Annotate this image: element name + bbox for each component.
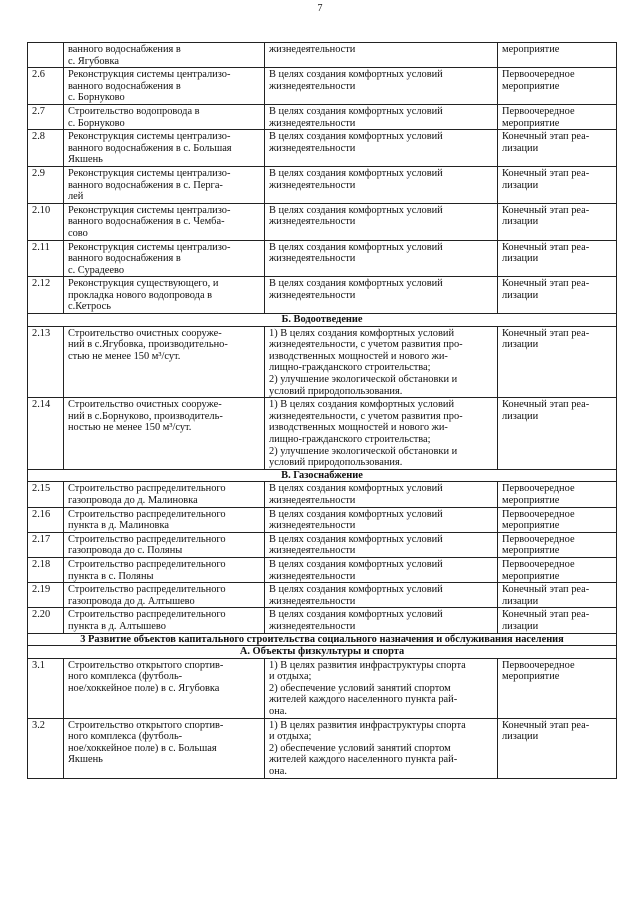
table-row — [28, 104, 617, 129]
measure-purpose: В целях создания комфортных условий жизнедеятельности — [265, 532, 498, 557]
table-row — [28, 130, 617, 167]
table-row — [28, 608, 617, 633]
measure-purpose: В целях создания комфортных условий жизнедеятельности — [265, 583, 498, 608]
implementation-stage: Конечный этап реа- лизации — [498, 583, 617, 608]
measure-purpose: В целях создания комфортных условий жизнедеятельности — [265, 507, 498, 532]
table-row — [28, 398, 617, 470]
table-row — [28, 43, 617, 68]
measure-purpose: В целях создания комфортных условий жизнедеятельности — [265, 557, 498, 582]
measure-purpose: В целях создания комфортных условий жизнедеятельности — [265, 240, 498, 277]
implementation-stage: мероприятие — [498, 43, 617, 68]
implementation-stage: Конечный этап реа- лизации — [498, 608, 617, 633]
item-number: 2.18 — [28, 557, 64, 582]
measure-purpose: В целях создания комфортных условий жизнедеятельности — [265, 166, 498, 203]
measure-purpose: жизнедеятельности — [265, 43, 498, 68]
implementation-stage: Первоочередное мероприятие — [498, 507, 617, 532]
table-row — [28, 557, 617, 582]
table-row — [28, 532, 617, 557]
measure-name: Строительство распределительного пункта в д. Малиновка — [64, 507, 265, 532]
measure-purpose: В целях создания комфортных условий жизнедеятельности — [265, 130, 498, 167]
implementation-stage: Первоочередное мероприятие — [498, 68, 617, 105]
measure-purpose: В целях создания комфортных условий жизнедеятельности — [265, 68, 498, 105]
table-row — [28, 166, 617, 203]
item-number: 2.17 — [28, 532, 64, 557]
page-number: 7 — [317, 3, 323, 14]
measure-name: ванного водоснабжения в с. Ягубовка — [64, 43, 265, 68]
section-header-row — [28, 633, 617, 646]
section-title: В. Газоснабжение — [28, 469, 617, 482]
measure-name: Строительство водопровода в с. Борнуково — [64, 104, 265, 129]
measure-name: Строительство распределительного газопровода до д. Алтышево — [64, 583, 265, 608]
item-number: 2.15 — [28, 482, 64, 507]
item-number: 2.19 — [28, 583, 64, 608]
item-number: 2.7 — [28, 104, 64, 129]
table-row — [28, 482, 617, 507]
implementation-stage: Конечный этап реа- лизации — [498, 398, 617, 470]
implementation-stage: Первоочередное мероприятие — [498, 532, 617, 557]
table-row — [28, 277, 617, 314]
measure-name: Реконструкция системы централизо- ванного водоснабжения в с. Большая Якшень — [64, 130, 265, 167]
implementation-stage: Конечный этап реа- лизации — [498, 277, 617, 314]
section-header-row — [28, 469, 617, 482]
table-row — [28, 658, 617, 718]
measure-name: Строительство очистных сооруже- ний в с.Ягубовка, производительно- стью не менее 150 м³/сут. — [64, 326, 265, 398]
measure-purpose: В целях создания комфортных условий жизнедеятельности — [265, 482, 498, 507]
measure-purpose: 1) В целях развития инфраструктуры спорта и отдыха; 2) обеспечение условий занятий спортом жителей каждого населенного пункта рай- она. — [265, 718, 498, 778]
measure-name: Реконструкция существующего, и прокладка нового водопровода в с.Кетрось — [64, 277, 265, 314]
implementation-stage: Конечный этап реа- лизации — [498, 240, 617, 277]
implementation-stage: Конечный этап реа- лизации — [498, 130, 617, 167]
measure-name: Строительство открытого спортив- ного комплекса (футболь- ное/хоккейное поле) в с. Ягубовка — [64, 658, 265, 718]
measure-name: Строительство распределительного пункта в д. Алтышево — [64, 608, 265, 633]
table-row — [28, 583, 617, 608]
table-row — [28, 240, 617, 277]
measure-name: Строительство открытого спортив- ного комплекса (футболь- ное/хоккейное поле) в с. Большая Якшень — [64, 718, 265, 778]
measure-name: Строительство распределительного пункта в с. Поляны — [64, 557, 265, 582]
table-row — [28, 203, 617, 240]
measure-name: Строительство очистных сооруже- ний в с.Борнуково, производитель- ностью не менее 150 м³/сут. — [64, 398, 265, 470]
table-row — [28, 326, 617, 398]
table-row — [28, 718, 617, 778]
measure-purpose: В целях создания комфортных условий жизнедеятельности — [265, 277, 498, 314]
measure-purpose: В целях создания комфортных условий жизнедеятельности — [265, 203, 498, 240]
measure-name: Строительство распределительного газопровода до д. Малиновка — [64, 482, 265, 507]
section-header-row — [28, 646, 617, 659]
implementation-stage: Конечный этап реа- лизации — [498, 326, 617, 398]
section-title: Б. Водоотведение — [28, 314, 617, 327]
implementation-stage: Первоочередное мероприятие — [498, 658, 617, 718]
item-number — [28, 43, 64, 68]
measure-name: Реконструкция системы централизо- ванного водоснабжения в с. Перга- лей — [64, 166, 265, 203]
item-number: 2.14 — [28, 398, 64, 470]
item-number: 2.9 — [28, 166, 64, 203]
measure-purpose: В целях создания комфортных условий жизнедеятельности — [265, 608, 498, 633]
measure-purpose: 1) В целях создания комфортных условий жизнедеятельности, с учетом развития про- изводственных мощностей и нового жи- лищно-гражданского строительства; 2) улучшение экологической обстановки и условий природопользования. — [265, 326, 498, 398]
item-number: 2.11 — [28, 240, 64, 277]
section-header-row — [28, 314, 617, 327]
table-row — [28, 507, 617, 532]
measure-name: Реконструкция системы централизо- ванного водоснабжения в с. Борнуково — [64, 68, 265, 105]
item-number: 2.10 — [28, 203, 64, 240]
measure-name: Реконструкция системы централизо- ванного водоснабжения в с. Сурадеево — [64, 240, 265, 277]
implementation-stage: Конечный этап реа- лизации — [498, 718, 617, 778]
item-number: 3.2 — [28, 718, 64, 778]
section-title: А. Объекты физкультуры и спорта — [28, 646, 617, 659]
implementation-stage: Первоочередное мероприятие — [498, 482, 617, 507]
item-number: 2.12 — [28, 277, 64, 314]
measure-purpose: 1) В целях создания комфортных условий жизнедеятельности, с учетом развития про- изводственных мощностей и нового жи- лищно-гражданского строительства; 2) улучшение экологической обстановки и условий природопользования. — [265, 398, 498, 470]
measure-name: Строительство распределительного газопровода до с. Поляны — [64, 532, 265, 557]
item-number: 3.1 — [28, 658, 64, 718]
item-number: 2.13 — [28, 326, 64, 398]
implementation-stage: Конечный этап реа- лизации — [498, 166, 617, 203]
implementation-stage: Первоочередное мероприятие — [498, 557, 617, 582]
measure-purpose: В целях создания комфортных условий жизнедеятельности — [265, 104, 498, 129]
measures-table — [27, 42, 617, 779]
item-number: 2.20 — [28, 608, 64, 633]
item-number: 2.16 — [28, 507, 64, 532]
item-number: 2.8 — [28, 130, 64, 167]
measure-name: Реконструкция системы централизо- ванного водоснабжения в с. Чемба- сово — [64, 203, 265, 240]
implementation-stage: Конечный этап реа- лизации — [498, 203, 617, 240]
measures-table-body — [28, 43, 617, 779]
measure-purpose: 1) В целях развития инфраструктуры спорта и отдыха; 2) обеспечение условий занятий спортом жителей каждого населенного пункта рай- она. — [265, 658, 498, 718]
section-title: 3 Развитие объектов капитального строительства социального назначения и обслуживания населения — [28, 633, 617, 646]
table-row — [28, 68, 617, 105]
item-number: 2.6 — [28, 68, 64, 105]
implementation-stage: Первоочередное мероприятие — [498, 104, 617, 129]
